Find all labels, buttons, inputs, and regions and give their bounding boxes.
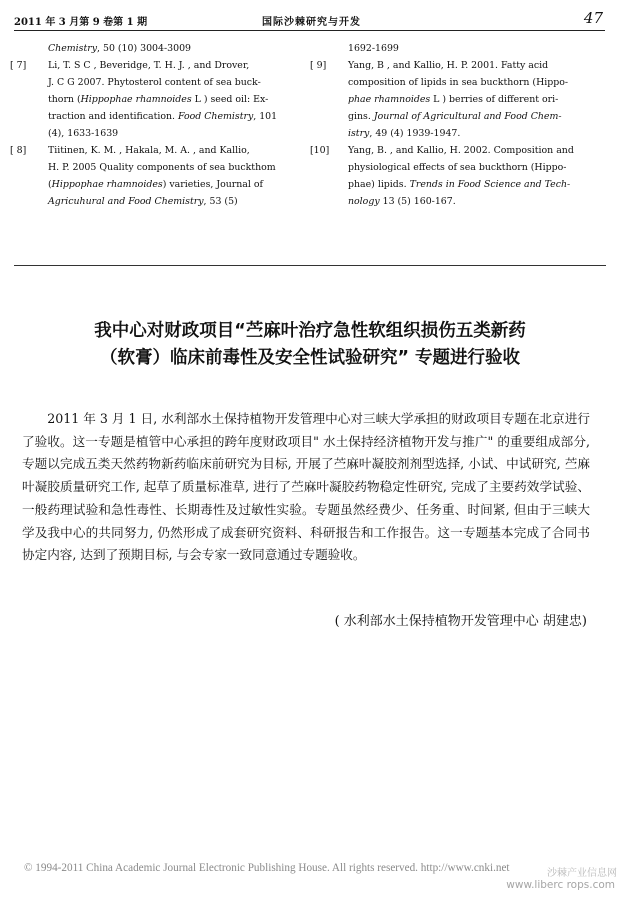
issue-info: 2011 年 3 月第 9 卷第 1 期: [14, 17, 148, 28]
article-body: 2011 年 3 月 1 日, 水利部水土保持植物开发管理中心对三峡大学承担的财政项目专题在北京进行了验收。这一专题是植管中心承担的跨年度财政项目" 水土保持经济植物开发与推广" 的重要组成部分, 专题以完成五类天然药物新药临床前研究为目标, 开展了苎麻叶凝胶剂剂型选择, 小试、中试研究, 苎麻叶凝胶质量研究工作, 起草了质量标准草, 进行了苎麻叶凝胶药物稳定性研究, 完成了主要药效学试验、一般药理试验和急性毒性、长期毒性及过敏性实验。专题虽然经费少、任务重、时间紧, 但由于三峡大学及我中心的共同努力, 仍然形成了成套研究资料、科研报告和工作报告。这一专题基本完成了合同书协定内容, 达到了预期目标, 与会专家一致同意通过专题验收。: [22, 411, 590, 563]
copyright-footer: © 1994-2011 China Academic Journal Electronic Publishing House. All rights reserved. http://www.cnki.net: [24, 862, 510, 874]
reference-number: [ 8]: [10, 145, 27, 156]
article-title-line: 我中心对财政项目“苎麻叶治疗急性软组织损伤五类新药: [94, 321, 526, 341]
journal-name: 国际沙棘研究与开发: [262, 17, 361, 28]
reference-number: [ 7]: [10, 60, 27, 71]
reference-continuation: 1692-1699: [348, 43, 399, 54]
running-header: [14, 10, 605, 31]
section-divider: [14, 265, 606, 266]
reference-continuation: Chemistry, 50 (10) 3004-3009: [48, 43, 191, 54]
reference-item: [ 9] Yang, B , and Kallio, H. P. 2001. Fatty acid composition of lipids in sea buckthorn (Hippo- phae rhamnoides L ) berries of different ori- gins. Journal of Agricultural and Food Chem- istry, 49 (4) 1939-1947.: [310, 57, 606, 142]
article-title: [40, 318, 580, 372]
watermark-text: 沙棘产业信息网: [547, 868, 617, 879]
references-left-column: [10, 40, 295, 210]
reference-item: [ 8] Tiitinen, K. M. , Hakala, M. A. , and Kallio, H. P. 2005 Quality components of sea buckthom (Hippophae rhamnoides) varieties, Journal of Agricuhural and Food Chemistry, 53 (5): [10, 142, 295, 210]
reference-number: [10]: [310, 145, 330, 156]
reference-number: [ 9]: [310, 60, 327, 71]
references-right-column: [310, 40, 606, 210]
article-title-line: （软膏）临床前毒性及安全性试验研究” 专题进行验收: [99, 348, 521, 368]
reference-item: [ 7] Li, T. S C , Beveridge, T. H. J. , and Drover, J. C G 2007. Phytosterol content of sea buck- thorn (Hippophae rhamnoides L ) seed oil: Ex- traction and identification. Food Chemistry, 101 (4), 1633-1639: [10, 57, 295, 142]
page-number: 47: [583, 9, 603, 27]
watermark-url: www.liberc rops.com: [506, 879, 615, 891]
reference-item: [10] Yang, B. , and Kallio, H. 2002. Composition and physiological effects of sea buckthorn (Hippo- phae) lipids. Trends in Food Science and Tech- nology 13 (5) 160-167.: [310, 142, 606, 210]
article-author: ( 水利部水土保持植物开发管理中心 胡建忠): [334, 614, 587, 629]
